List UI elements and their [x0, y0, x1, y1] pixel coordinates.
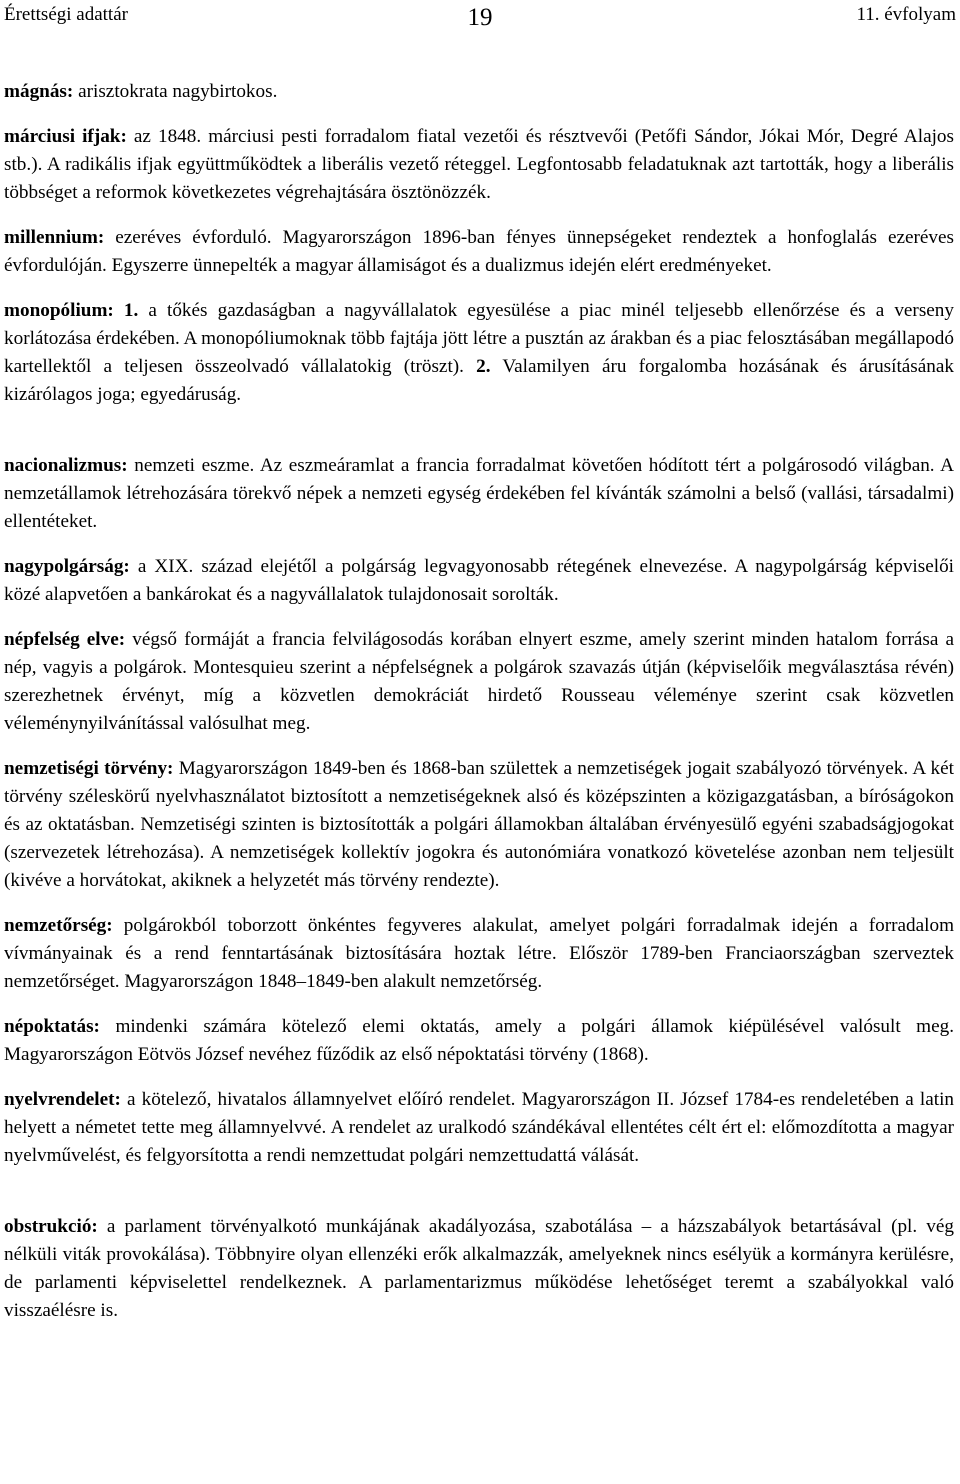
glossary-entry-nyelvrendelet — [4, 1086, 954, 1170]
entry-sense-number: 1. — [123, 300, 139, 321]
glossary-entry-nacionalizmus — [4, 452, 954, 536]
entry-definition: az 1848. márciusi pesti forradalom fiatal vezetői és résztvevői (Petőfi Sándor, Jókai Mór, Degré Alajos stb.). A radikális ifjak együttműködtek a liberális vezető réteggel. Legfontosabb feladatuknak azt tartották, hogy a liberális többséget a reformok következetes végrehajtására ösztönözzék. — [4, 126, 954, 203]
entry-term: nagypolgárság: — [4, 556, 130, 577]
glossary-entry-nepfelseg-elve — [4, 626, 954, 738]
entry-term: nacionalizmus: — [4, 455, 128, 476]
entry-definition: végső formáját a francia felvilágosodás korában elnyert eszme, amely szerint minden hatalom forrása a nép, vagyis a polgárok. Montesquieu szerint a népfelségnek a polgárok szavazás útján (képviselőik megválasztása révén) szerezhetnek érvényt, míg a közvetlen demokráciát hirdető Rousseau véleménye szerint csak közvetlen véleménynyilvánítással valósulhat meg. — [4, 629, 954, 734]
entry-definition-part: a tőkés gazdaságban a nagyvállalatok egyesülése a piac minél teljesebb ellenőrzése és a verseny korlátozása érdekében. A monopóliumoknak több fajtája jött létre a pusztán az árakban és a piac felosztásában megállapodó kartellektől a teljesen összeolvadó vállalatokig (tröszt). — [4, 300, 954, 377]
entry-term: népfelség elve: — [4, 629, 126, 650]
glossary-entry-nemzetisegi-torveny — [4, 755, 954, 895]
glossary-entry-nepoktatas — [4, 1013, 954, 1069]
entry-definition: nemzeti eszme. Az eszmeáramlat a francia forradalmat követően hódított tért a polgárosodó világban. A nemzetállamok létrehozására törekvő népek a nemzeti egység érdekében fel kívánták számolni a belső (vallási, társadalmi) ellentéteket. — [4, 455, 954, 532]
header-source-title: Érettségi adattár — [4, 4, 128, 25]
entry-term: nemzetőrség: — [4, 915, 113, 936]
page-number: 19 — [467, 4, 493, 31]
header-grade: 11. évfolyam — [856, 4, 956, 25]
entry-term: obstrukció: — [4, 1216, 98, 1237]
entry-term: millennium: — [4, 227, 105, 248]
entry-definition: a kötelező, hivatalos államnyelvet előíró rendelet. Magyarországon II. József 1784-es rendeletében a latin helyett a németet tette meg államnyelvvé. A rendelet az uralkodó szándékával ellentétes célt ért el: előmozdította a magyar nyelvművelést, és felgyorsította a rendi nemzettudat polgári nemzettudattá válását. — [4, 1089, 954, 1166]
entry-definition-part — [114, 300, 124, 321]
glossary-entry-monopolium — [4, 297, 954, 409]
entry-term: népoktatás: — [4, 1016, 100, 1037]
entry-sense-number: 2. — [476, 356, 491, 377]
glossary-entry-millennium — [4, 224, 954, 280]
glossary-body — [4, 74, 954, 1325]
entry-term: márciusi ifjak: — [4, 126, 127, 147]
entry-definition: a XIX. század elejétől a polgárság legvagyonosabb rétegének elnevezése. A nagypolgárság képviselői közé alapvetően a bankárokat és a nagyvállalatok tulajdonosait sorolták. — [4, 556, 954, 605]
entry-definition: a parlament törvényalkotó munkájának akadályozása, szabotálása – a házszabályok betartásával (pl. vég nélküli viták provokálása). Többnyire olyan ellenzéki erők alkalmazzák, amelyeknek nincs esélyük a kormányra kerülésre, de parlamenti képviselettel rendelkeznek. A parlamentarizmus működése lehetőséget teremt a szabályokkal való visszaélésre is. — [4, 1216, 954, 1321]
glossary-entry-nagypolgarsag — [4, 553, 954, 609]
entry-definition: polgárokból toborzott önkéntes fegyveres alakulat, amelyet polgári forradalmak idején a forradalom vívmányainak és a rend fenntartásának biztosítására hoztak létre. Először 1789-ben Franciaországban szerveztek nemzetőrséget. Magyarországon 1848–1849-ben alakult nemzetőrség. — [4, 915, 954, 992]
glossary-entry-nemzetorseg — [4, 912, 954, 996]
entry-definition: mindenki számára kötelező elemi oktatás, amely a polgári államok kiépülésével valósult meg. Magyarországon Eötvös József nevéhez fűződik az első népoktatási törvény (1868). — [4, 1016, 954, 1065]
entry-definition-part: Valamilyen áru forgalomba hozásának és árusításának kizárólagos joga; egyedáruság. — [4, 356, 954, 405]
page-header — [0, 0, 960, 44]
glossary-entry-magnas — [4, 78, 954, 106]
entry-term: mágnás: — [4, 81, 74, 102]
entry-term: monopólium: — [4, 300, 114, 321]
entry-definition: ezeréves évforduló. Magyarországon 1896-ban fényes ünnepségeket rendeztek a honfoglalás ezeréves évfordulóján. Egyszerre ünnepelték a magyar államiságot és a dualizmus idején elért eredményeket. — [4, 227, 954, 276]
glossary-entry-marciusi-ifjak — [4, 123, 954, 207]
entry-term: nyelvrendelet: — [4, 1089, 121, 1110]
entry-definition: Magyarországon 1849-ben és 1868-ban születtek a nemzetiségek jogait szabályozó törvények. A két törvény széleskörű nyelvhasználatot biztosított a nemzetiségeknek alsó és középszinten a közigazgatásban, a bíróságokon és az oktatásban. Nemzetiségi szinten is biztosították a polgári államokban általában érvényesülő egyéni szabadságjogokat (szervezetek létrehozása). A nemzetiségek kollektív jogokra és autonómiára vonatkozó követelése azonban nem teljesült (kivéve a horvátokat, akiknek a helyzetét más törvény rendezte). — [4, 758, 954, 891]
glossary-entry-obstrukcio — [4, 1213, 954, 1325]
entry-term: nemzetiségi törvény: — [4, 758, 174, 779]
entry-definition: arisztokrata nagybirtokos. — [73, 81, 278, 102]
